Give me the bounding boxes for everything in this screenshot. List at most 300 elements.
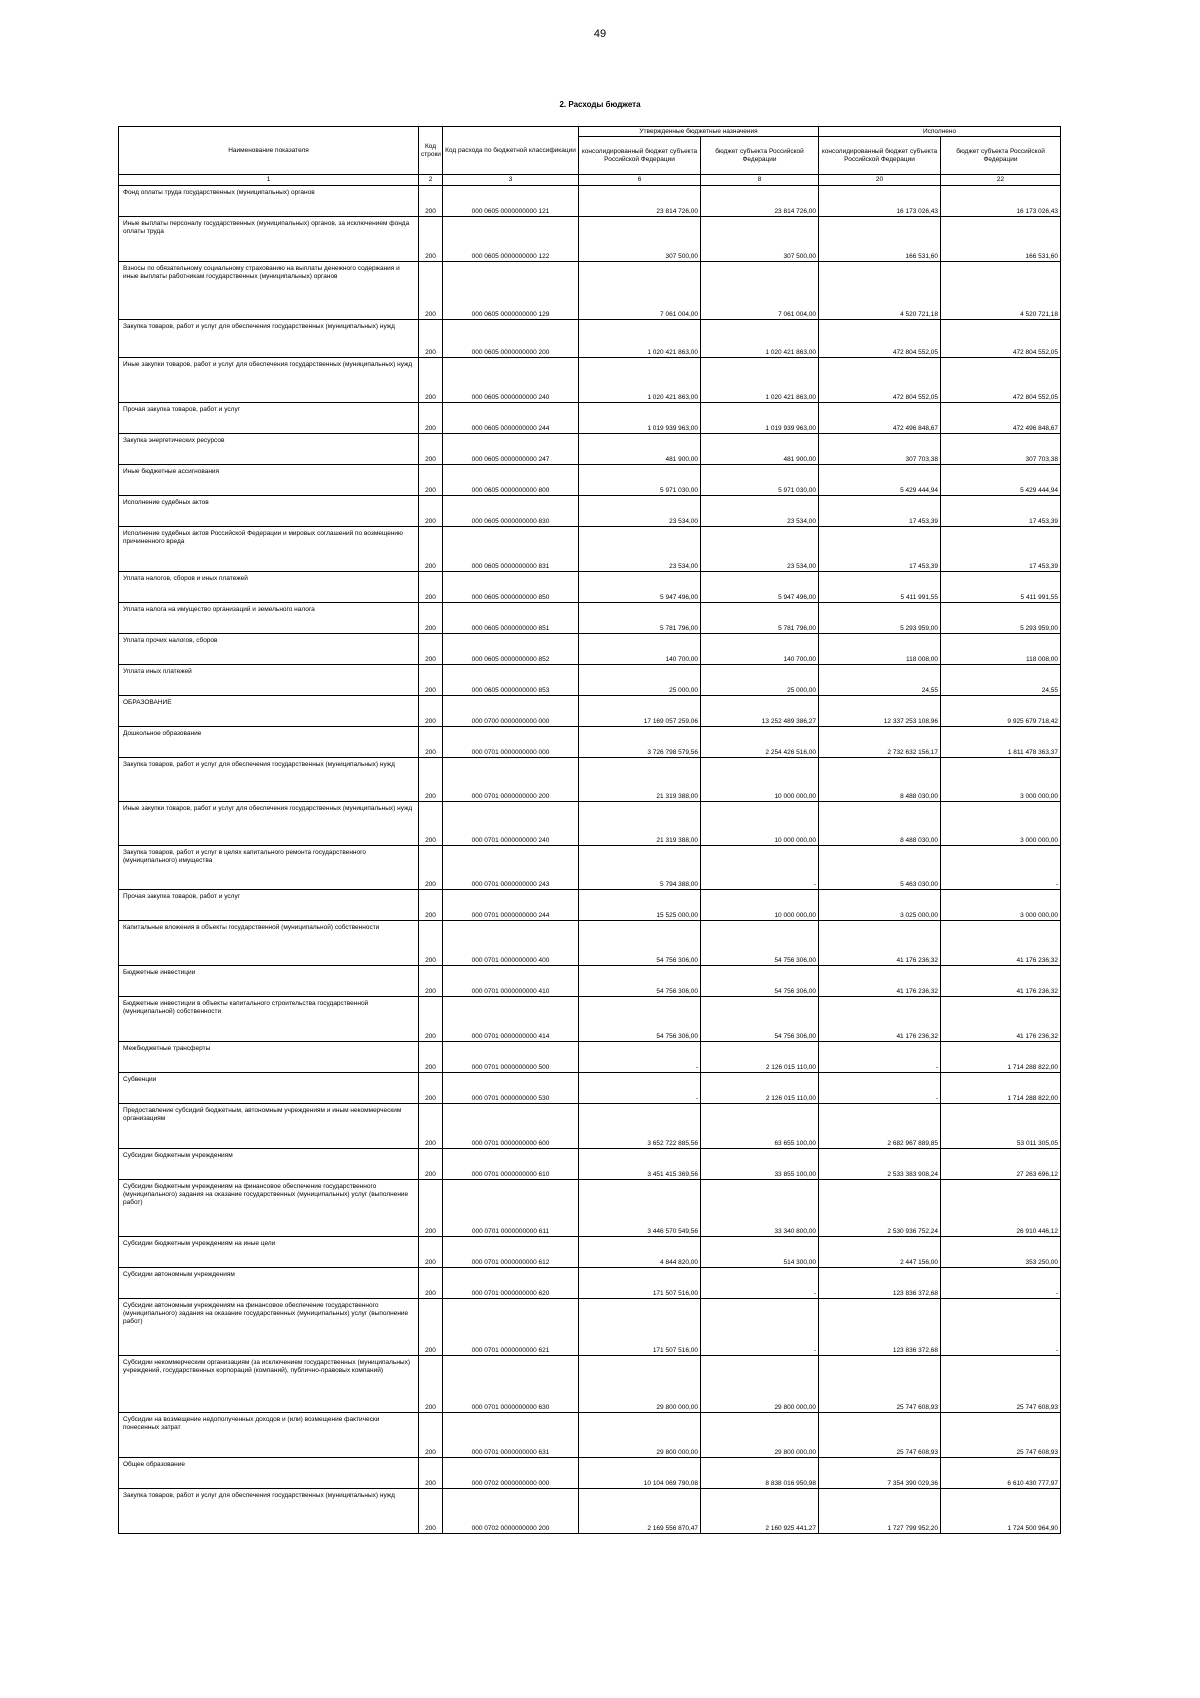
approved-subject-value: - [701, 846, 819, 890]
approved-subject-value: 54 756 306,00 [701, 921, 819, 966]
row-budget-code: 000 0605 0000000000 240 [443, 358, 579, 403]
approved-consolidated-value: 1 019 939 963,00 [579, 403, 701, 434]
row-name: Бюджетные инвестиции в объекты капитального строительства государственной (муниципальной) собственности [119, 997, 419, 1042]
executed-subject-value: 1 714 288 822,00 [941, 1073, 1061, 1104]
approved-subject-value: 54 756 306,00 [701, 997, 819, 1042]
approved-subject-value: 25 000,00 [701, 665, 819, 696]
approved-subject-value: 63 655 100,00 [701, 1104, 819, 1149]
header-line-code: Код строки [419, 127, 443, 175]
row-name: Субсидии бюджетным учреждениям на иные цели [119, 1237, 419, 1268]
table-row [119, 634, 1061, 665]
table-row [119, 1458, 1061, 1489]
approved-consolidated-value: 481 900,00 [579, 434, 701, 465]
row-budget-code: 000 0700 0000000000 000 [443, 696, 579, 727]
table-row [119, 997, 1061, 1042]
approved-subject-value: 5 971 030,00 [701, 465, 819, 496]
approved-consolidated-value: 171 507 516,00 [579, 1299, 701, 1356]
executed-subject-value: 1 724 500 964,90 [941, 1489, 1061, 1534]
executed-subject-value: 3 000 000,00 [941, 890, 1061, 921]
approved-subject-value: 10 000 000,00 [701, 802, 819, 846]
table-row [119, 186, 1061, 217]
column-number: 3 [443, 175, 579, 186]
table-row [119, 572, 1061, 603]
row-budget-code: 000 0605 0000000000 852 [443, 634, 579, 665]
approved-subject-value: 140 700,00 [701, 634, 819, 665]
approved-consolidated-value: 23 534,00 [579, 527, 701, 572]
row-line-code: 200 [419, 1268, 443, 1299]
row-budget-code: 000 0701 0000000000 610 [443, 1149, 579, 1180]
approved-consolidated-value: 54 756 306,00 [579, 921, 701, 966]
table-row [119, 262, 1061, 320]
executed-consolidated-value: 25 747 608,93 [819, 1356, 941, 1413]
row-budget-code: 000 0605 0000000000 851 [443, 603, 579, 634]
approved-consolidated-value: 140 700,00 [579, 634, 701, 665]
row-line-code: 200 [419, 1149, 443, 1180]
executed-consolidated-value: 17 453,39 [819, 496, 941, 527]
row-line-code: 200 [419, 1458, 443, 1489]
row-line-code: 200 [419, 921, 443, 966]
row-name: Закупка энергетических ресурсов [119, 434, 419, 465]
row-line-code: 200 [419, 727, 443, 758]
executed-consolidated-value: 4 520 721,18 [819, 262, 941, 320]
executed-subject-value: 26 910 446,12 [941, 1180, 1061, 1237]
row-line-code: 200 [419, 572, 443, 603]
row-line-code: 200 [419, 997, 443, 1042]
executed-consolidated-value: 2 447 156,00 [819, 1237, 941, 1268]
row-name: Межбюджетные трансферты [119, 1042, 419, 1073]
executed-subject-value: 3 000 000,00 [941, 802, 1061, 846]
row-name: Фонд оплаты труда государственных (муниципальных) органов [119, 186, 419, 217]
approved-subject-value: 23 534,00 [701, 496, 819, 527]
approved-consolidated-value: 5 794 388,00 [579, 846, 701, 890]
executed-consolidated-value: 41 176 236,32 [819, 921, 941, 966]
executed-subject-value: 353 250,00 [941, 1237, 1061, 1268]
approved-consolidated-value: 3 446 570 549,56 [579, 1180, 701, 1237]
executed-subject-value: 27 263 696,12 [941, 1149, 1061, 1180]
approved-subject-value: 2 126 015 110,00 [701, 1073, 819, 1104]
row-budget-code: 000 0701 0000000000 500 [443, 1042, 579, 1073]
row-name: ОБРАЗОВАНИЕ [119, 696, 419, 727]
table-row [119, 1073, 1061, 1104]
table-row [119, 1042, 1061, 1073]
row-line-code: 200 [419, 1356, 443, 1413]
executed-subject-value: 17 453,39 [941, 496, 1061, 527]
row-line-code: 200 [419, 758, 443, 802]
row-budget-code: 000 0701 0000000000 600 [443, 1104, 579, 1149]
executed-subject-value: - [941, 1268, 1061, 1299]
row-name: Субсидии автономным учреждениям на финансовое обеспечение государственного (муниципального) задания на оказание государственных (муниципальных) услуг (выполнение работ) [119, 1299, 419, 1356]
row-budget-code: 000 0605 0000000000 830 [443, 496, 579, 527]
header-budget-code: Код расхода по бюджетной классификации [443, 127, 579, 175]
table-row [119, 496, 1061, 527]
approved-subject-value: 5 781 796,00 [701, 603, 819, 634]
column-number: 6 [579, 175, 701, 186]
executed-subject-value: 307 703,38 [941, 434, 1061, 465]
approved-subject-value: 481 900,00 [701, 434, 819, 465]
approved-consolidated-value: 21 319 388,00 [579, 758, 701, 802]
row-name: Субсидии на возмещение недополученных доходов и (или) возмещение фактически понесенных затрат [119, 1413, 419, 1458]
approved-subject-value: 1 020 421 863,00 [701, 358, 819, 403]
approved-consolidated-value: 1 020 421 863,00 [579, 358, 701, 403]
expenses-table [118, 126, 1061, 1534]
section-title: 2. Расходы бюджета [559, 100, 641, 109]
approved-subject-value: 2 254 426 516,00 [701, 727, 819, 758]
executed-subject-value: 16 173 026,43 [941, 186, 1061, 217]
table-row [119, 1180, 1061, 1237]
row-line-code: 200 [419, 1104, 443, 1149]
row-name: Капитальные вложения в объекты государственной (муниципальной) собственности [119, 921, 419, 966]
approved-subject-value: 8 838 016 950,98 [701, 1458, 819, 1489]
row-budget-code: 000 0605 0000000000 200 [443, 320, 579, 358]
approved-consolidated-value: 171 507 516,00 [579, 1268, 701, 1299]
approved-consolidated-value: 29 800 000,00 [579, 1356, 701, 1413]
row-line-code: 200 [419, 320, 443, 358]
row-budget-code: 000 0701 0000000000 400 [443, 921, 579, 966]
executed-consolidated-value: 307 703,38 [819, 434, 941, 465]
executed-subject-value: 6 610 430 777,97 [941, 1458, 1061, 1489]
table-row [119, 403, 1061, 434]
executed-subject-value: 25 747 608,93 [941, 1413, 1061, 1458]
approved-consolidated-value: 5 947 496,00 [579, 572, 701, 603]
approved-subject-value: 1 020 421 863,00 [701, 320, 819, 358]
header-executed-subject: бюджет субъекта Российской Федерации [941, 137, 1061, 175]
row-name: Бюджетные инвестиции [119, 966, 419, 997]
row-budget-code: 000 0701 0000000000 243 [443, 846, 579, 890]
executed-consolidated-value: 5 293 959,00 [819, 603, 941, 634]
approved-subject-value: 1 019 939 963,00 [701, 403, 819, 434]
executed-subject-value: 53 011 305,05 [941, 1104, 1061, 1149]
row-name: Предоставление субсидий бюджетным, автономным учреждениям и иным некоммерческим организациям [119, 1104, 419, 1149]
executed-consolidated-value: - [819, 1042, 941, 1073]
row-budget-code: 000 0701 0000000000 410 [443, 966, 579, 997]
table-row [119, 1489, 1061, 1534]
executed-subject-value: 5 293 959,00 [941, 603, 1061, 634]
row-line-code: 200 [419, 358, 443, 403]
row-line-code: 200 [419, 846, 443, 890]
executed-subject-value: 118 008,00 [941, 634, 1061, 665]
row-budget-code: 000 0701 0000000000 621 [443, 1299, 579, 1356]
row-line-code: 200 [419, 262, 443, 320]
row-budget-code: 000 0701 0000000000 612 [443, 1237, 579, 1268]
approved-subject-value: 514 300,00 [701, 1237, 819, 1268]
executed-consolidated-value: 8 488 030,00 [819, 758, 941, 802]
row-name: Субвенции [119, 1073, 419, 1104]
executed-consolidated-value: 5 411 991,55 [819, 572, 941, 603]
approved-subject-value: 10 000 000,00 [701, 890, 819, 921]
row-budget-code: 000 0701 0000000000 530 [443, 1073, 579, 1104]
approved-consolidated-value: 10 104 069 790,08 [579, 1458, 701, 1489]
column-number: 8 [701, 175, 819, 186]
approved-consolidated-value: 3 451 415 369,56 [579, 1149, 701, 1180]
row-line-code: 200 [419, 1073, 443, 1104]
approved-consolidated-value: 7 061 004,00 [579, 262, 701, 320]
header-approved: Утвержденные бюджетные назначения [579, 127, 819, 137]
row-line-code: 200 [419, 890, 443, 921]
executed-subject-value: 17 453,39 [941, 527, 1061, 572]
approved-consolidated-value: 15 525 000,00 [579, 890, 701, 921]
row-budget-code: 000 0701 0000000000 240 [443, 802, 579, 846]
row-name: Закупка товаров, работ и услуг в целях капитального ремонта государственного (муниципального) имущества [119, 846, 419, 890]
executed-consolidated-value: 118 008,00 [819, 634, 941, 665]
executed-subject-value: 4 520 721,18 [941, 262, 1061, 320]
executed-subject-value: 166 531,60 [941, 217, 1061, 262]
approved-consolidated-value: - [579, 1073, 701, 1104]
executed-subject-value: 3 000 000,00 [941, 758, 1061, 802]
row-name: Уплата прочих налогов, сборов [119, 634, 419, 665]
executed-consolidated-value: 7 354 390 029,36 [819, 1458, 941, 1489]
row-line-code: 200 [419, 603, 443, 634]
executed-subject-value: 1 714 288 822,00 [941, 1042, 1061, 1073]
approved-subject-value: - [701, 1268, 819, 1299]
approved-subject-value: 33 340 800,00 [701, 1180, 819, 1237]
approved-consolidated-value: - [579, 1042, 701, 1073]
row-line-code: 200 [419, 217, 443, 262]
row-budget-code: 000 0605 0000000000 121 [443, 186, 579, 217]
table-row [119, 846, 1061, 890]
table-row [119, 921, 1061, 966]
column-number: 1 [119, 175, 419, 186]
executed-consolidated-value: 25 747 608,93 [819, 1413, 941, 1458]
row-name: Прочая закупка товаров, работ и услуг [119, 403, 419, 434]
approved-subject-value: - [701, 1299, 819, 1356]
row-name: Общее образование [119, 1458, 419, 1489]
table-row [119, 1413, 1061, 1458]
column-number: 22 [941, 175, 1061, 186]
table-row [119, 665, 1061, 696]
table-row [119, 1104, 1061, 1149]
row-line-code: 200 [419, 1180, 443, 1237]
approved-subject-value: 23 814 726,00 [701, 186, 819, 217]
executed-subject-value: - [941, 1299, 1061, 1356]
executed-consolidated-value: 2 533 383 908,24 [819, 1149, 941, 1180]
executed-consolidated-value: 16 173 026,43 [819, 186, 941, 217]
executed-subject-value: 41 176 236,32 [941, 966, 1061, 997]
table-row [119, 966, 1061, 997]
table-row [119, 1356, 1061, 1413]
approved-subject-value: 29 800 000,00 [701, 1356, 819, 1413]
table-row [119, 320, 1061, 358]
executed-subject-value: 5 411 991,55 [941, 572, 1061, 603]
row-budget-code: 000 0701 0000000000 000 [443, 727, 579, 758]
row-line-code: 200 [419, 1413, 443, 1458]
row-name: Закупка товаров, работ и услуг для обеспечения государственных (муниципальных) нужд [119, 1489, 419, 1534]
executed-consolidated-value: - [819, 1073, 941, 1104]
table-row [119, 1237, 1061, 1268]
row-name: Взносы по обязательному социальному страхованию на выплаты денежного содержания и иные выплаты работникам государственных (муниципальных) органов [119, 262, 419, 320]
row-line-code: 200 [419, 403, 443, 434]
column-number-row [119, 175, 1061, 186]
executed-consolidated-value: 3 025 000,00 [819, 890, 941, 921]
executed-consolidated-value: 2 530 936 752,24 [819, 1180, 941, 1237]
executed-consolidated-value: 472 496 848,67 [819, 403, 941, 434]
row-budget-code: 000 0605 0000000000 244 [443, 403, 579, 434]
approved-consolidated-value: 25 000,00 [579, 665, 701, 696]
header-approved-subject: бюджет субъекта Российской Федерации [701, 137, 819, 175]
row-budget-code: 000 0701 0000000000 200 [443, 758, 579, 802]
executed-subject-value: 472 804 552,05 [941, 320, 1061, 358]
approved-subject-value: 54 756 306,00 [701, 966, 819, 997]
row-name: Иные бюджетные ассигнования [119, 465, 419, 496]
table-row [119, 696, 1061, 727]
executed-consolidated-value: 5 429 444,94 [819, 465, 941, 496]
executed-consolidated-value: 17 453,39 [819, 527, 941, 572]
table-row [119, 527, 1061, 572]
row-budget-code: 000 0701 0000000000 620 [443, 1268, 579, 1299]
column-number: 20 [819, 175, 941, 186]
row-line-code: 200 [419, 465, 443, 496]
approved-consolidated-value: 29 800 000,00 [579, 1413, 701, 1458]
executed-consolidated-value: 472 804 552,05 [819, 320, 941, 358]
approved-consolidated-value: 17 169 057 259,06 [579, 696, 701, 727]
row-line-code: 200 [419, 634, 443, 665]
header-approved-consolidated: консолидированный бюджет субъекта Российской Федерации [579, 137, 701, 175]
row-name: Уплата иных платежей [119, 665, 419, 696]
header-name: Наименование показателя [119, 127, 419, 175]
row-name: Исполнение судебных актов Российской Федерации и мировых соглашений по возмещению причиненного вреда [119, 527, 419, 572]
row-budget-code: 000 0605 0000000000 122 [443, 217, 579, 262]
row-line-code: 200 [419, 527, 443, 572]
executed-subject-value: 472 804 552,05 [941, 358, 1061, 403]
row-name: Уплата налога на имущество организаций и земельного налога [119, 603, 419, 634]
approved-consolidated-value: 5 781 796,00 [579, 603, 701, 634]
executed-consolidated-value: 12 337 253 108,96 [819, 696, 941, 727]
executed-consolidated-value: 123 836 372,68 [819, 1299, 941, 1356]
executed-consolidated-value: 41 176 236,32 [819, 997, 941, 1042]
row-name: Иные закупки товаров, работ и услуг для обеспечения государственных (муниципальных) нужд [119, 802, 419, 846]
executed-subject-value: - [941, 846, 1061, 890]
approved-subject-value: 33 855 100,00 [701, 1149, 819, 1180]
row-budget-code: 000 0605 0000000000 247 [443, 434, 579, 465]
header-executed-consolidated: консолидированный бюджет субъекта Российской Федерации [819, 137, 941, 175]
table-row [119, 434, 1061, 465]
executed-consolidated-value: 472 804 552,05 [819, 358, 941, 403]
row-budget-code: 000 0605 0000000000 129 [443, 262, 579, 320]
row-name: Прочая закупка товаров, работ и услуг [119, 890, 419, 921]
executed-consolidated-value: 166 531,60 [819, 217, 941, 262]
approved-subject-value: 2 160 925 441,27 [701, 1489, 819, 1534]
row-budget-code: 000 0701 0000000000 611 [443, 1180, 579, 1237]
row-line-code: 200 [419, 1489, 443, 1534]
row-budget-code: 000 0605 0000000000 831 [443, 527, 579, 572]
approved-consolidated-value: 3 652 722 885,56 [579, 1104, 701, 1149]
header-executed: Исполнено [819, 127, 1061, 137]
table-row [119, 727, 1061, 758]
row-name: Субсидии автономным учреждениям [119, 1268, 419, 1299]
table-row [119, 802, 1061, 846]
executed-consolidated-value: 2 682 967 889,85 [819, 1104, 941, 1149]
row-line-code: 200 [419, 1237, 443, 1268]
row-budget-code: 000 0701 0000000000 630 [443, 1356, 579, 1413]
row-name: Закупка товаров, работ и услуг для обеспечения государственных (муниципальных) нужд [119, 320, 419, 358]
row-budget-code: 000 0605 0000000000 850 [443, 572, 579, 603]
approved-consolidated-value: 1 020 421 863,00 [579, 320, 701, 358]
approved-subject-value: 23 534,00 [701, 527, 819, 572]
executed-subject-value: 25 747 608,93 [941, 1356, 1061, 1413]
row-budget-code: 000 0605 0000000000 853 [443, 665, 579, 696]
approved-subject-value: 29 800 000,00 [701, 1413, 819, 1458]
executed-subject-value: 5 429 444,94 [941, 465, 1061, 496]
row-budget-code: 000 0702 0000000000 000 [443, 1458, 579, 1489]
row-line-code: 200 [419, 1042, 443, 1073]
executed-consolidated-value: 5 463 030,00 [819, 846, 941, 890]
executed-consolidated-value: 8 488 030,00 [819, 802, 941, 846]
row-name: Иные выплаты персоналу государственных (муниципальных) органов, за исключением фонда оплаты труда [119, 217, 419, 262]
row-budget-code: 000 0701 0000000000 244 [443, 890, 579, 921]
executed-consolidated-value: 2 732 632 156,17 [819, 727, 941, 758]
approved-consolidated-value: 2 169 556 870,47 [579, 1489, 701, 1534]
table-row [119, 1149, 1061, 1180]
approved-consolidated-value: 3 726 798 579,56 [579, 727, 701, 758]
row-name: Субсидии некоммерческим организациям (за исключением государственных (муниципальных) учреждений, государственных корпораций (компаний), публично-правовых компаний) [119, 1356, 419, 1413]
row-line-code: 200 [419, 696, 443, 727]
approved-subject-value: 13 252 489 386,27 [701, 696, 819, 727]
executed-consolidated-value: 24,55 [819, 665, 941, 696]
row-line-code: 200 [419, 434, 443, 465]
row-name: Субсидии бюджетным учреждениям [119, 1149, 419, 1180]
row-budget-code: 000 0701 0000000000 631 [443, 1413, 579, 1458]
executed-subject-value: 472 496 848,67 [941, 403, 1061, 434]
executed-consolidated-value: 41 176 236,32 [819, 966, 941, 997]
row-name: Дошкольное образование [119, 727, 419, 758]
row-line-code: 200 [419, 186, 443, 217]
approved-subject-value: 307 500,00 [701, 217, 819, 262]
approved-consolidated-value: 23 534,00 [579, 496, 701, 527]
row-budget-code: 000 0605 0000000000 800 [443, 465, 579, 496]
approved-consolidated-value: 307 500,00 [579, 217, 701, 262]
executed-consolidated-value: 123 836 372,68 [819, 1268, 941, 1299]
row-line-code: 200 [419, 966, 443, 997]
approved-consolidated-value: 21 319 388,00 [579, 802, 701, 846]
row-line-code: 200 [419, 665, 443, 696]
table-row [119, 358, 1061, 403]
approved-consolidated-value: 54 756 306,00 [579, 997, 701, 1042]
row-budget-code: 000 0702 0000000000 200 [443, 1489, 579, 1534]
table-row [119, 465, 1061, 496]
table-row [119, 758, 1061, 802]
approved-subject-value: 10 000 000,00 [701, 758, 819, 802]
executed-consolidated-value: 1 727 799 952,20 [819, 1489, 941, 1534]
row-line-code: 200 [419, 496, 443, 527]
approved-consolidated-value: 4 844 820,00 [579, 1237, 701, 1268]
table-row [119, 1299, 1061, 1356]
executed-subject-value: 9 925 679 718,42 [941, 696, 1061, 727]
row-budget-code: 000 0701 0000000000 414 [443, 997, 579, 1042]
executed-subject-value: 24,55 [941, 665, 1061, 696]
approved-subject-value: 7 061 004,00 [701, 262, 819, 320]
approved-consolidated-value: 5 971 030,00 [579, 465, 701, 496]
executed-subject-value: 1 811 478 363,37 [941, 727, 1061, 758]
column-number: 2 [419, 175, 443, 186]
approved-subject-value: 5 947 496,00 [701, 572, 819, 603]
executed-subject-value: 41 176 236,32 [941, 921, 1061, 966]
approved-consolidated-value: 54 756 306,00 [579, 966, 701, 997]
row-name: Закупка товаров, работ и услуг для обеспечения государственных (муниципальных) нужд [119, 758, 419, 802]
row-name: Субсидии бюджетным учреждениям на финансовое обеспечение государственного (муниципального) задания на оказание государственных (муниципальных) услуг (выполнение работ) [119, 1180, 419, 1237]
executed-subject-value: 41 176 236,32 [941, 997, 1061, 1042]
row-line-code: 200 [419, 1299, 443, 1356]
table-row [119, 217, 1061, 262]
row-name: Иные закупки товаров, работ и услуг для обеспечения государственных (муниципальных) нужд [119, 358, 419, 403]
approved-subject-value: 2 126 015 110,00 [701, 1042, 819, 1073]
table-row [119, 1268, 1061, 1299]
table-row [119, 890, 1061, 921]
table-row [119, 603, 1061, 634]
page-number: 49 [593, 28, 607, 40]
approved-consolidated-value: 23 814 726,00 [579, 186, 701, 217]
row-name: Исполнение судебных актов [119, 496, 419, 527]
row-line-code: 200 [419, 802, 443, 846]
row-name: Уплата налогов, сборов и иных платежей [119, 572, 419, 603]
